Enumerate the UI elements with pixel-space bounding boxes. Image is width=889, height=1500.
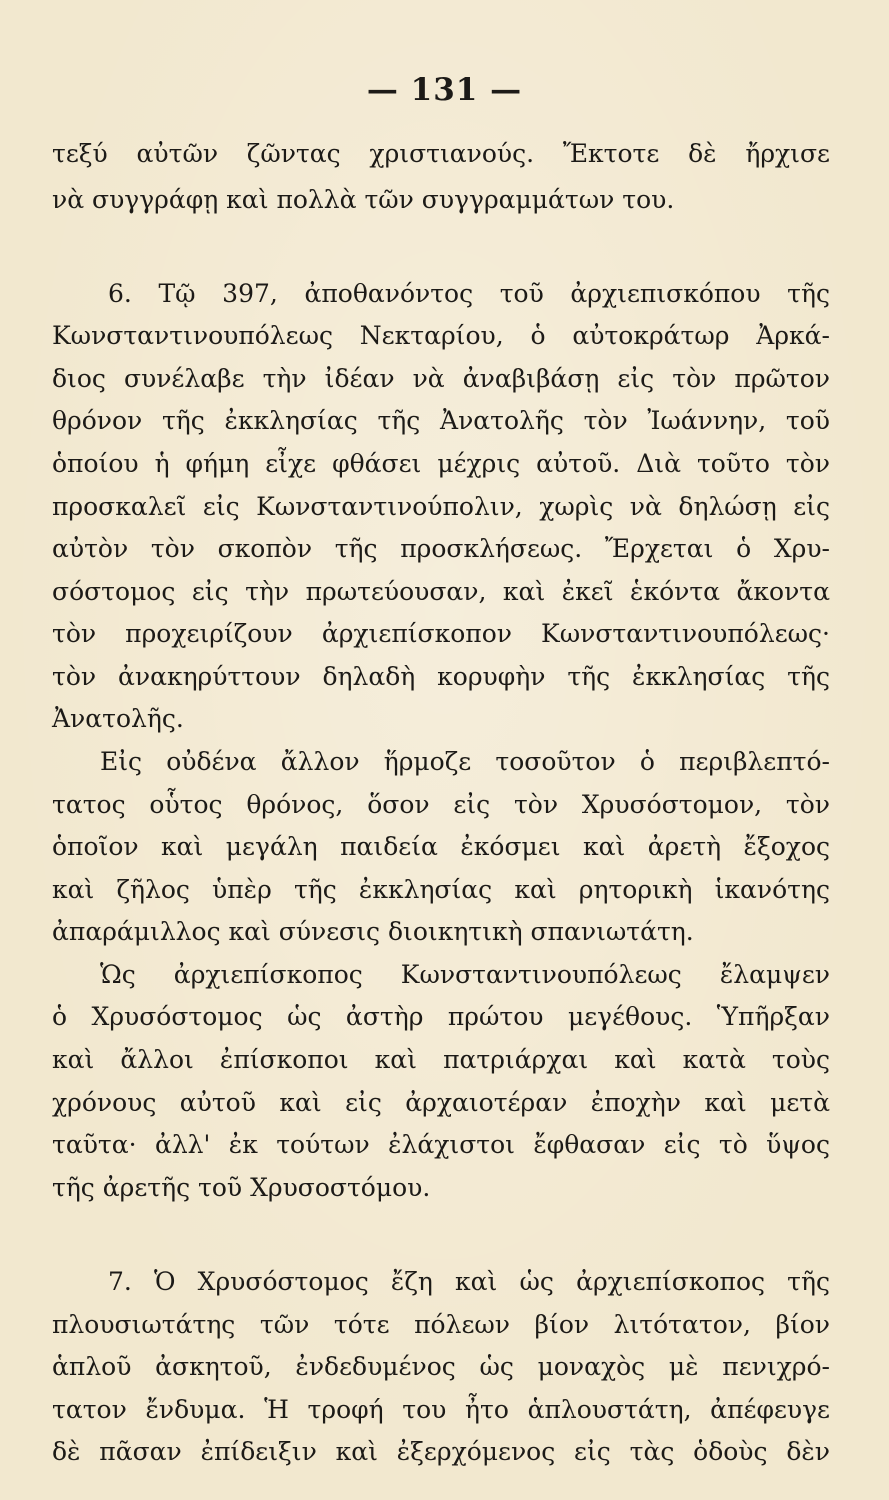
text-line: Ἀνατολῆς.	[52, 704, 184, 733]
text-line: καὶ ἄλλοι ἐπίσκοποι καὶ πατριάρχαι καὶ κατὰ τοὺς	[52, 1045, 830, 1074]
text-line: πλουσιωτάτης τῶν τότε πόλεων βίον λιτότατον, βίον	[52, 1310, 830, 1339]
text-line: ἀπαράμιλλος καὶ σύνεσις διοικητικὴ σπανιωτάτη.	[52, 917, 694, 946]
text-line: Ὡς ἀρχιεπίσκοπος Κωνσταντινουπόλεως ἔλαμψεν	[100, 960, 830, 989]
text-line: ταῦτα· ἀλλ' ἐκ τούτων ἐλάχιστοι ἔφθασαν εἰς τὸ ὕψος	[52, 1130, 830, 1159]
text-line: νὰ συγγράφῃ καὶ πολλὰ τῶν συγγραμμάτων του.	[52, 185, 675, 214]
page-number: — 131 —	[366, 72, 523, 108]
text-line: ὁποῖον καὶ μεγάλη παιδεία ἐκόσμει καὶ ἀρετὴ ἔξοχος	[52, 832, 830, 861]
text-line: τὸν ἀνακηρύττουν δηλαδὴ κορυφὴν τῆς ἐκκλησίας τῆς	[52, 662, 830, 691]
text-line: ὁποίου ἡ φήμη εἶχε φθάσει μέχρις αὐτοῦ. Διὰ τοῦτο τὸν	[52, 449, 830, 478]
text-line: Κωνσταντινουπόλεως Νεκταρίου, ὁ αὐτοκράτωρ Ἀρκά-	[52, 321, 830, 350]
text-line: καὶ ζῆλος ὑπὲρ τῆς ἐκκλησίας καὶ ρητορικὴ ἱκανότης	[52, 875, 830, 904]
text-line: τὸν προχειρίζουν ἀρχιεπίσκοπον Κωνσταντινουπόλεως·	[52, 619, 830, 648]
text-line: ἁπλοῦ ἀσκητοῦ, ἐνδεδυμένος ὡς μοναχὸς μὲ πενιχρό-	[52, 1352, 830, 1381]
text-line: ὁ Χρυσόστομος ὡς ἀστὴρ πρώτου μεγέθους. Ὑπῆρξαν	[52, 1002, 830, 1031]
text-line: τατον ἔνδυμα. Ἡ τροφή του ἦτο ἁπλουστάτη, ἀπέφευγε	[52, 1395, 830, 1424]
text-line: θρόνον τῆς ἐκκλησίας τῆς Ἀνατολῆς τὸν Ἰωάννην, τοῦ	[52, 406, 830, 435]
text-line: αὐτὸν τὸν σκοπὸν τῆς προσκλήσεως. Ἔρχεται ὁ Χρυ-	[52, 534, 830, 563]
text-line: 6. Τῷ 397, ἀποθανόντος τοῦ ἀρχιεπισκόπου τῆς	[108, 279, 830, 308]
text-line: 7. Ὁ Χρυσόστομος ἔζη καὶ ὡς ἀρχιεπίσκοπος τῆς	[108, 1267, 830, 1296]
text-line: τατος οὗτος θρόνος, ὅσον εἰς τὸν Χρυσόστομον, τὸν	[52, 790, 830, 819]
text-line: Εἰς οὐδένα ἄλλον ἥρμοζε τοσοῦτον ὁ περιβλεπτό-	[100, 747, 830, 776]
text-line: σόστομος εἰς τὴν πρωτεύουσαν, καὶ ἐκεῖ ἑκόντα ἄκοντα	[52, 577, 830, 606]
text-line: δὲ πᾶσαν ἐπίδειξιν καὶ ἐξερχόμενος εἰς τὰς ὁδοὺς δὲν	[52, 1437, 830, 1466]
text-line: τῆς ἀρετῆς τοῦ Χρυσοστόμου.	[52, 1173, 431, 1202]
text-line: τεξύ αὐτῶν ζῶντας χριστιανούς. Ἔκτοτε δὲ ἤρχισε	[52, 139, 830, 168]
text-line: χρόνους αὐτοῦ καὶ εἰς ἀρχαιοτέραν ἐποχὴν καὶ μετὰ	[52, 1088, 830, 1117]
text-line: προσκαλεῖ εἰς Κωνσταντινούπολιν, χωρὶς νὰ δηλώσῃ εἰς	[52, 492, 830, 521]
text-line: διος συνέλαβε τὴν ἰδέαν νὰ ἀναβιβάσῃ εἰς τὸν πρῶτον	[52, 364, 830, 393]
